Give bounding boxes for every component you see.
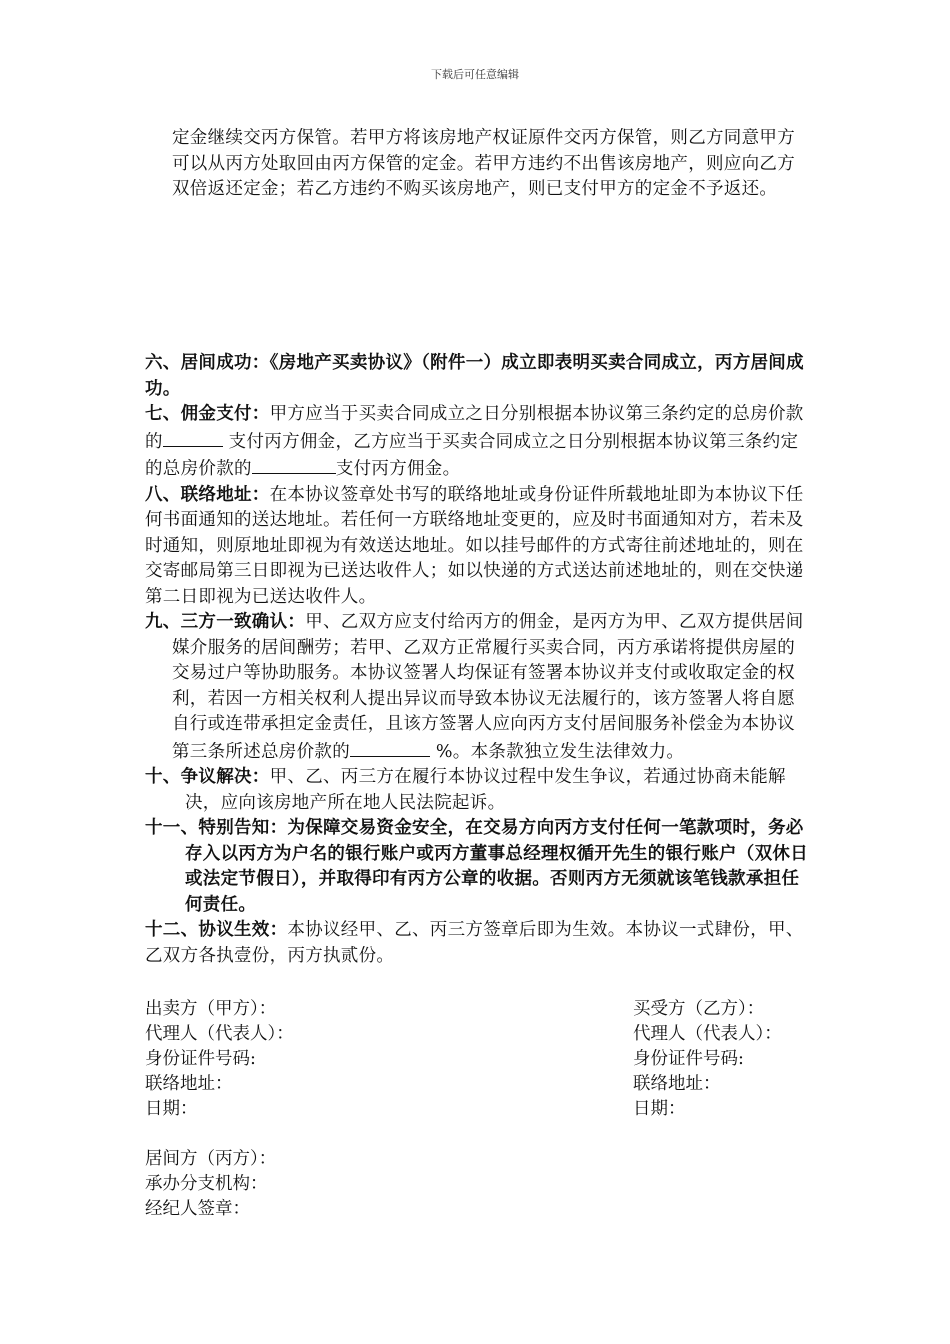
clause-7-label: 七、佣金支付： <box>145 404 270 424</box>
agency-party-label: 居间方（丙方）： <box>145 1149 277 1169</box>
clause-7-text-a: 甲方应当于买卖合同成立之日分别根据本协议第三条约定的总房价款的 <box>145 404 804 452</box>
buyer-party-label: 买受方（乙方）： <box>633 999 765 1019</box>
clause-9-label: 九、三方一致确认： <box>145 612 306 632</box>
page-header-note: 下载后可任意编辑 <box>431 68 519 81</box>
buyer-date-label: 日期： <box>633 1099 686 1119</box>
buyer-agent-label: 代理人（代表人）： <box>633 1024 782 1044</box>
clause-8-text: 在本协议签章处书写的联络地址或身份证件所载地址即为本协议下任何书面通知的送达地址。若任何一方联络地址变更的，应及时书面通知对方，若未及时通知，则原地址即视为有效送达地址。如以挂号邮件的方式寄往前述地址的，则在交寄邮局第三日即视为已送达收件人；如以快递的方式送达前述地址的，则在交快递第二日即视为已送达收件人。 <box>145 484 804 607</box>
clause-9-text-a: 甲、乙双方应支付给丙方的佣金，是丙方为甲、乙双方提供居间媒介服务的居间酬劳；若甲、乙双方正常履行买卖合同，丙方承诺将提供房屋的交易过户等协助服务。本协议签署人均保证有签署本协议并支付或收取定金的权利，若因一方相关权利人提出异议而导致本协议无法履行的，该方签署人将自愿自行或连带承担定金责任，且该方签署人应向丙方支付居间服务补偿金为本协议第三条所述总房价款的 <box>172 612 804 762</box>
compensation-rate-blank[interactable] <box>350 738 430 757</box>
clause-10-text: 甲、乙、丙三方在履行本协议过程中发生争议，若通过协商未能解决，应向该房地产所在地人民法院起诉。 <box>185 767 786 813</box>
seller-id-label: 身份证件号码: <box>145 1049 256 1069</box>
clause-7-text-c: 支付丙方佣金。 <box>335 459 461 479</box>
clause-9-text-b: %。本条款独立发生法律效力。 <box>430 741 685 762</box>
seller-address-label: 联络地址： <box>145 1074 233 1094</box>
buyer-signature-block <box>633 997 782 1122</box>
seller-date-label: 日期： <box>145 1099 198 1119</box>
clause-6-text: 六、居间成功：《房地产买卖协议》（附件一）成立即表明买卖合同成立，丙方居间成功。 <box>145 353 804 399</box>
clause-7 <box>145 402 810 483</box>
clause-7-text-b: 支付丙方佣金，乙方应当于买卖合同成立之日分别根据本协议第三条约定的总房价款的 <box>145 431 799 479</box>
clause-6 <box>145 351 810 402</box>
buyer-id-label: 身份证件号码: <box>633 1049 744 1069</box>
clause-12-text: 本协议经甲、乙、丙三方签章后即为生效。本协议一式肆份，甲、乙双方各执壹份，丙方执贰份。 <box>145 920 804 966</box>
seller-signature-block <box>145 997 294 1122</box>
commission-rate-blank-a[interactable] <box>163 428 223 447</box>
agency-signature-block <box>145 1147 276 1222</box>
clause-10-label: 十、争议解决： <box>145 767 270 787</box>
commission-rate-blank-b[interactable] <box>252 455 336 474</box>
agent-seal-label: 经纪人签章： <box>145 1199 250 1219</box>
agency-branch-label: 承办分支机构： <box>145 1174 268 1194</box>
seller-agent-label: 代理人（代表人）： <box>145 1024 294 1044</box>
clause-9 <box>145 610 810 765</box>
continuation-paragraph: 定金继续交丙方保管。若甲方将该房地产权证原件交丙方保管，则乙方同意甲方可以从丙方处取回由丙方保管的定金。若甲方违约不出售该房地产，则应向乙方双倍返还定金；若乙方违约不购买该房地产，则已支付甲方的定金不予返还。 <box>172 128 795 199</box>
clause-11-text: 十一、特别告知：为保障交易资金安全，在交易方向丙方支付任何一笔款项时，务必存入以丙方为户名的银行账户或丙方董事总经理权循开先生的银行账户（双休日或法定节假日），并取得印有丙方公章的收据。否则丙方无须就该笔钱款承担任何责任。 <box>145 818 808 915</box>
clause-11 <box>145 816 810 918</box>
clause-12 <box>145 918 810 969</box>
seller-party-label: 出卖方（甲方）： <box>145 999 277 1019</box>
buyer-address-label: 联络地址： <box>633 1074 721 1094</box>
clause-8-label: 八、联络地址： <box>145 484 270 505</box>
clause-8 <box>145 483 810 611</box>
clauses-section <box>145 351 810 969</box>
clause-12-label: 十二、协议生效： <box>145 920 288 940</box>
clause-10 <box>145 765 810 816</box>
